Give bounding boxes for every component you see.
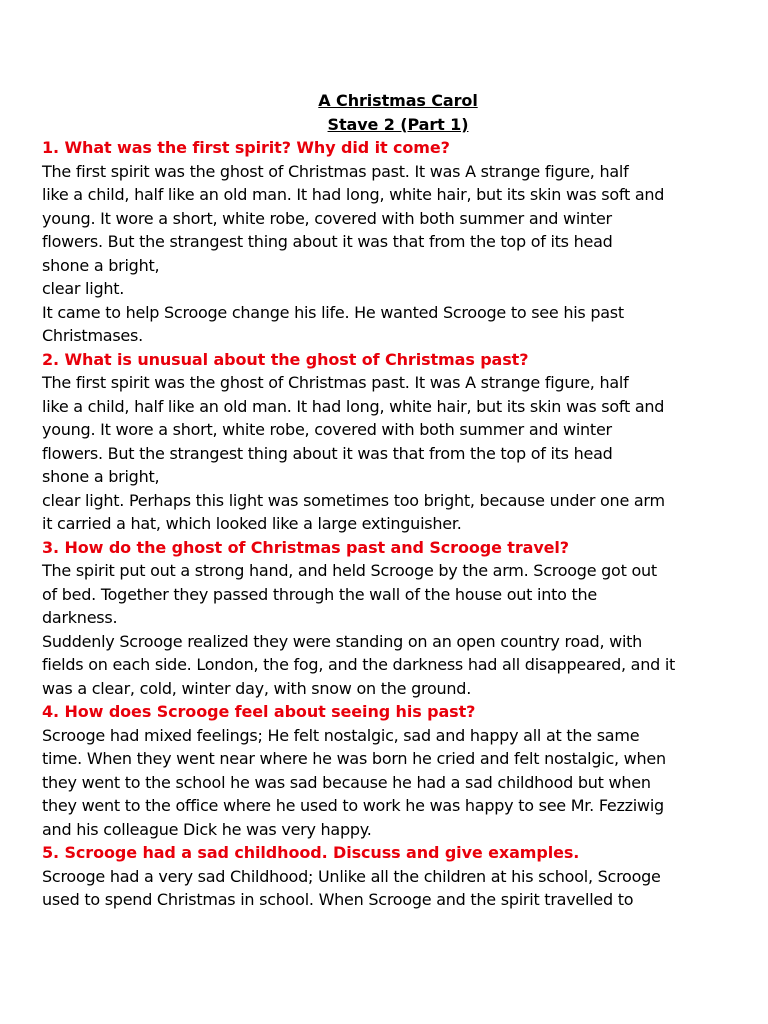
question-heading: 1. What was the first spirit? Why did it come?	[42, 138, 450, 157]
document-subtitle: Stave 2 (Part 1)	[327, 114, 469, 134]
answer-line: young. It wore a short, white robe, covered with both summer and winter	[42, 420, 612, 439]
qa-section	[42, 841, 742, 912]
question-heading: 2. What is unusual about the ghost of Christmas past?	[42, 349, 529, 369]
question-heading: 3. How do the ghost of Christmas past and Scrooge travel?	[42, 537, 569, 557]
answer-line: The first spirit was the ghost of Christmas past. It was A strange figure, half	[42, 161, 629, 181]
question-heading: 5. Scrooge had a sad childhood. Discuss and give examples.	[42, 843, 580, 862]
document-page	[42, 89, 742, 912]
answer-line: flowers. But the strangest thing about it was that from the top of its head	[42, 232, 613, 251]
answer-line: used to spend Christmas in school. When Scrooge and the spirit travelled to	[42, 890, 634, 909]
answer-line: fields on each side. London, the fog, and the darkness had all disappeared, and it	[42, 655, 676, 674]
answer-line: it carried a hat, which looked like a large extinguisher.	[42, 514, 462, 533]
answer-line: Suddenly Scrooge realized they were standing on an open country road, with	[42, 631, 643, 651]
answer-line: shone a bright,	[42, 467, 160, 486]
answer-line: It came to help Scrooge change his life. He wanted Scrooge to see his past	[42, 302, 624, 322]
answer-line: of bed. Together they passed through the wall of the house out into the	[42, 584, 598, 604]
answer-line: they went to the office where he used to work he was happy to see Mr. Fezziwig	[42, 796, 664, 815]
qa-sections	[42, 136, 742, 912]
answer-line: they went to the school he was sad because he had a sad childhood but when	[42, 772, 651, 792]
answer-line: like a child, half like an old man. It had long, white hair, but its skin was soft and	[42, 396, 665, 416]
answer-line: Scrooge had mixed feelings; He felt nostalgic, sad and happy all at the same	[42, 725, 640, 745]
document-title: A Christmas Carol	[318, 91, 478, 110]
answer-line: like a child, half like an old man. It had long, white hair, but its skin was soft and	[42, 185, 665, 204]
answer-line: young. It wore a short, white robe, covered with both summer and winter	[42, 208, 612, 228]
qa-section	[42, 536, 742, 701]
answer-line: clear light.	[42, 279, 125, 298]
answer-line: was a clear, cold, winter day, with snow on the ground.	[42, 678, 472, 698]
answer-line: flowers. But the strangest thing about it was that from the top of its head	[42, 443, 613, 463]
answer-line: Christmases.	[42, 326, 143, 345]
answer-line: shone a bright,	[42, 255, 160, 275]
answer-line: darkness.	[42, 608, 118, 627]
answer-line: clear light. Perhaps this light was sometimes too bright, because under one arm	[42, 490, 665, 510]
answer-line: time. When they went near where he was born he cried and felt nostalgic, when	[42, 749, 666, 768]
answer-line: The first spirit was the ghost of Christmas past. It was A strange figure, half	[42, 373, 629, 392]
answer-line: Scrooge had a very sad Childhood; Unlike all the children at his school, Scrooge	[42, 866, 661, 886]
answer-line: and his colleague Dick he was very happy.	[42, 819, 372, 839]
qa-section	[42, 348, 742, 536]
title-block	[42, 89, 742, 136]
question-heading: 4. How does Scrooge feel about seeing his past?	[42, 702, 476, 721]
answer-line: The spirit put out a strong hand, and held Scrooge by the arm. Scrooge got out	[42, 561, 657, 580]
qa-section	[42, 136, 742, 348]
qa-section	[42, 700, 742, 841]
